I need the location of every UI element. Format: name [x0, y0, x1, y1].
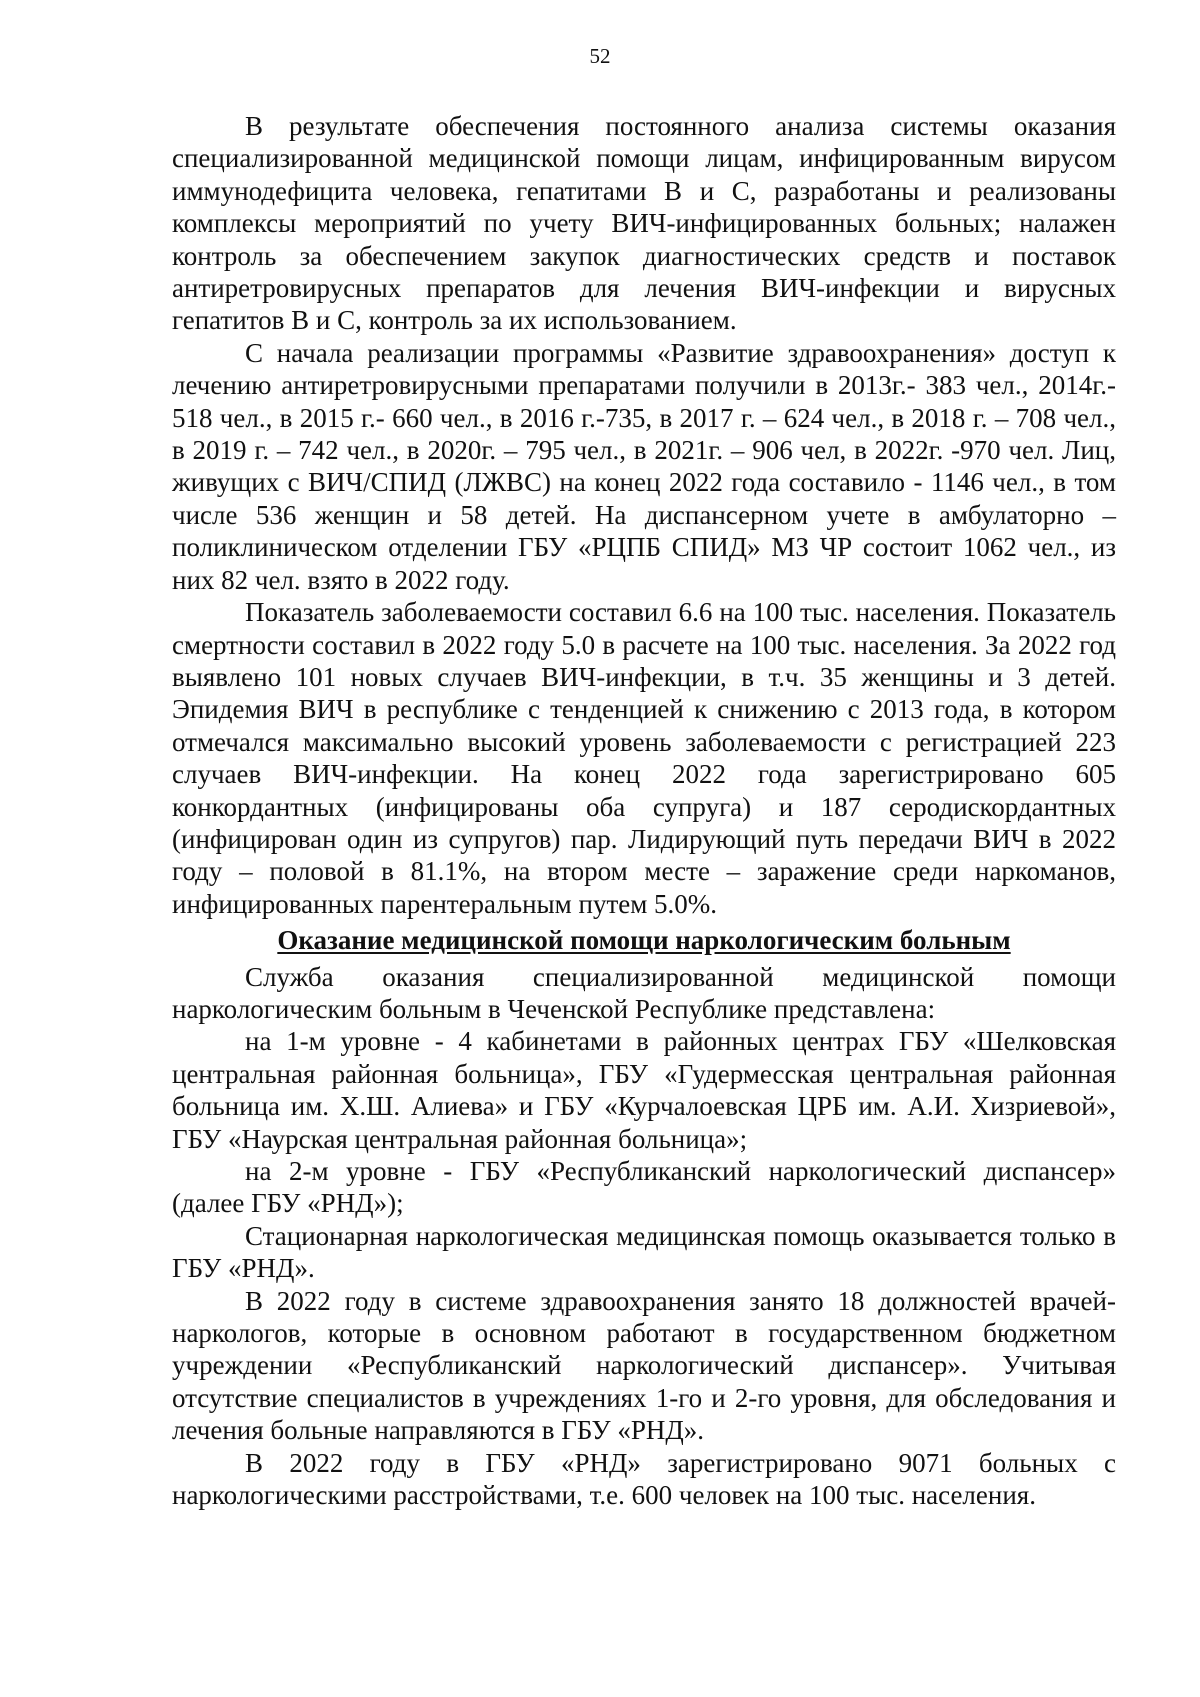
paragraph-hiv-incidence: Показатель заболеваемости составил 6.6 на 100 тыс. населения. Показатель смертности составил в 2022 году 5.0 в расчете на 100 тыс. населения. За 2022 год выявлено 101 новых случаев ВИЧ-инфекции, в т.ч. 35 женщины и 3 детей. Эпидемия ВИЧ в республике с тенденцией к снижению с 2013 года, в котором отмечался максимально высокий уровень заболеваемости с регистрацией 223 случаев ВИЧ-инфекции. На конец 2022 года зарегистрировано 605 конкордантных (инфицированы оба супруга) и 187 серодискордантных (инфицирован один из супругов) пар. Лидирующий путь передачи ВИЧ в 2022 году – половой в 81.1%, на втором месте – заражение среди наркоманов, инфицированных парентеральным путем 5.0%.: [172, 597, 1116, 919]
page-number: 52: [589, 44, 611, 68]
paragraph-hiv-treatment-access: С начала реализации программы «Развитие здравоохранения» доступ к лечению антиретровирусными препаратами получили в 2013г.- 383 чел., 2014г.- 518 чел., в 2015 г.- 660 чел., в 2016 г.-735, в 2017 г. – 624 чел., в 2018 г. – 708 чел., в 2019 г. – 742 чел., в 2020г. – 795 чел., в 2021г. – 906 чел, в 2022г. -970 чел. Лиц, живущих с ВИЧ/СПИД (ЛЖВС) на конец 2022 года составило - 1146 чел., в том числе 536 женщин и 58 детей. На диспансерном учете в амбулаторно – поликлиническом отделении ГБУ «РЦПБ СПИД» МЗ ЧР состоит 1062 чел., из них 82 чел. взято в 2022 году.: [172, 337, 1116, 595]
section-heading: Оказание медицинской помощи наркологическим больным: [277, 925, 1011, 956]
paragraph-staffing: В 2022 году в системе здравоохранения занято 18 должностей врачей-наркологов, которые в основном работают в государственном бюджетном учреждении «Республиканский наркологический диспансер». Учитывая отсутствие специалистов в учреждениях 1-го и 2-го уровня, для обследования и лечения больные направляются в ГБУ «РНД».: [172, 1285, 1116, 1446]
document-body: [172, 110, 1116, 1511]
paragraph-hiv-analysis: В результате обеспечения постоянного анализа системы оказания специализированной медицинской помощи лицам, инфицированным вирусом иммунодефицита человека, гепатитами В и С, разработаны и реализованы комплексы мероприятий по учету ВИЧ-инфицированных больных; налажен контроль за обеспечением закупок диагностических средств и поставок антиретровирусных препаратов для лечения ВИЧ-инфекции и вирусных гепатитов В и С, контроль за их использованием.: [172, 111, 1116, 336]
paragraph-inpatient-care: Стационарная наркологическая медицинская помощь оказывается только в ГБУ «РНД».: [172, 1220, 1116, 1284]
paragraph-level-one: на 1-м уровне - 4 кабинетами в районных центрах ГБУ «Шелковская центральная районная больница», ГБУ «Гудермесская центральная районная больница им. Х.Ш. Алиева» и ГБУ «Курчалоевская ЦРБ им. А.И. Хизриевой», ГБУ «Наурская центральная районная больница»;: [172, 1026, 1116, 1154]
paragraph-level-two: на 2-м уровне - ГБУ «Республиканский наркологический диспансер» (далее ГБУ «РНД»);: [172, 1156, 1116, 1219]
paragraph-registered-patients: В 2022 году в ГБУ «РНД» зарегистрировано 9071 больных с наркологическими расстройствами, т.е. 600 человек на 100 тыс. населения.: [172, 1447, 1116, 1511]
paragraph-narcology-service: Служба оказания специализированной медицинской помощи наркологическим больным в Чеченской Республике представлена:: [172, 961, 1116, 1024]
